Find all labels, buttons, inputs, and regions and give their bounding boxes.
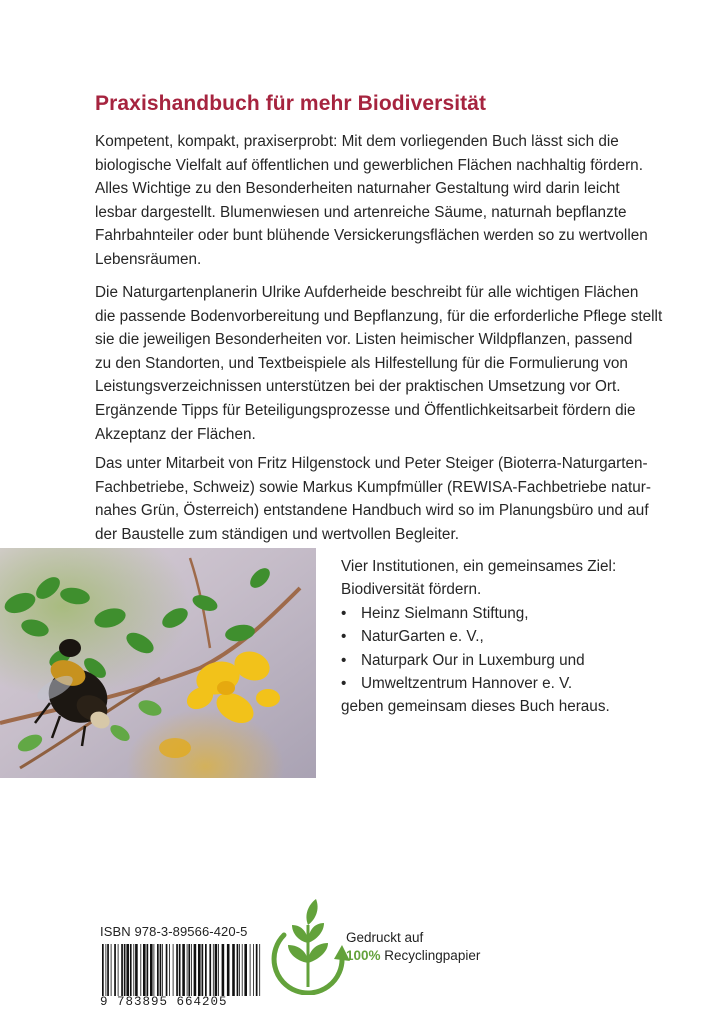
barcode-bar [102, 944, 104, 996]
barcode-bar [160, 944, 162, 996]
barcode-bar [187, 944, 188, 996]
barcode-bar [239, 944, 240, 996]
barcode-bar [191, 944, 192, 996]
paragraph-text: Die Naturgartenplanerin Ulrike Aufderheide beschreibt für alle wichtigen Flächen die passende Bodenvorbereitung und Bepflanzung, für die erforderliche Pflege stellt sie die jeweiligen Besonderheiten vor. Listen heimischer Wildpflanzen, passend zu den Standorten, und Textbeispiele als Hilfestellung für die Formulierung von Leistungsverzeichnissen unterstützen bei der praktischen Umsetzung vor Ort. Ergänzende Tipps für Beteiligungsprozesse und Öffentlichkeitsarbeit fördern die Akzeptanz der Flächen. [95, 284, 663, 443]
barcode-bar [232, 944, 235, 996]
bullet-icon: • [341, 628, 347, 646]
institutions-intro: Vier Institutionen, ein gemeinsames Ziel: [341, 558, 617, 575]
barcode-bar [213, 944, 214, 996]
bullet-icon: • [341, 651, 347, 669]
barcode-icon [100, 944, 262, 996]
institutions-block [341, 555, 701, 719]
barcode-bar [154, 944, 155, 996]
barcode-bar [237, 944, 239, 996]
barcode-bar [147, 944, 149, 996]
barcode-bar [114, 944, 116, 996]
barcode-bar [166, 944, 168, 996]
barcode-bar [188, 944, 190, 996]
barcode-bar [256, 944, 258, 996]
bullet-icon: • [341, 604, 347, 622]
barcode-bar [150, 944, 153, 996]
list-item: • NaturGarten e. V., [341, 625, 701, 648]
barcode-bar [227, 944, 230, 996]
paragraph-contributors [95, 452, 675, 546]
barcode-bar [118, 944, 119, 996]
institutions-list [341, 602, 701, 696]
bullet-icon: • [341, 675, 347, 693]
barcode-bar [244, 944, 247, 996]
institutions-intro: Biodiversität fördern. [341, 581, 482, 599]
barcode-bar [106, 944, 107, 996]
barcode-digits: 9 783895 664205 [100, 995, 228, 1009]
barcode-bar [130, 944, 132, 996]
barcode-bar [126, 944, 129, 996]
leaf-sprout-recycle-icon [264, 895, 352, 995]
barcode-bar [176, 944, 178, 996]
list-item: • Naturpark Our in Luxemburg und [341, 649, 701, 672]
barcode-bar [209, 944, 211, 996]
barcode-bar [143, 944, 146, 996]
barcode-bar [250, 944, 251, 996]
barcode-bar [107, 944, 109, 996]
barcode-bar [140, 944, 141, 996]
recycling-note: Gedruckt auf 100% Recyclingpapier [346, 930, 481, 963]
barcode-bar [215, 944, 218, 996]
bumblebee-on-flower-icon [0, 548, 316, 778]
barcode-bar [242, 944, 243, 996]
barcode-bar [198, 944, 201, 996]
barcode-bar [222, 944, 225, 996]
barcode-bar [202, 944, 204, 996]
paragraph-text: Kompetent, kompakt, praxiserprobt: Mit dem vorliegenden Buch lässt sich die biologische Vielfalt auf öffentlichen und gewerblichen Flächen nachhaltig fördern. Alles Wichtige zu den Besonderheiten naturnaher Gestaltung wird darin leicht lesbar dargestellt. Blumenwiesen und artenreiche Säume, naturnah bepflanzte Fahrbahnteiler oder bunt blühende Versickerungsflächen werden so zu wertvollen Lebensräumen. [95, 133, 648, 268]
bumblebee-photo [0, 548, 316, 778]
barcode-bar [121, 944, 123, 996]
barcode-bar [173, 944, 174, 996]
institutions-outro: geben gemeinsam dieses Buch heraus. [341, 698, 610, 716]
barcode-bar [179, 944, 181, 996]
barcode-bar [218, 944, 219, 996]
barcode-bar [205, 944, 207, 996]
barcode-bar [157, 944, 159, 996]
barcode-bar [194, 944, 197, 996]
list-item: • Heinz Sielmann Stiftung, [341, 602, 701, 625]
barcode-bar [169, 944, 170, 996]
barcode-bar [135, 944, 138, 996]
list-item: • Umweltzentrum Hannover e. V. [341, 672, 701, 695]
barcode-bar [111, 944, 112, 996]
paragraph-text: Das unter Mitarbeit von Fritz Hilgenstock und Peter Steiger (Bioterra-Naturgarten- Fachbetriebe, Schweiz) sowie Markus Kumpfmüller (REWISA-Fachbetriebe natur- nahes Grün, Österreich) entstandene Handbuch wird so im Planungsbüro und auf der Baustelle zum ständigen und wertvollen Begleiter. [95, 455, 651, 543]
page-title: Praxishandbuch für mehr Biodiversität [95, 92, 487, 115]
barcode-bar [253, 944, 254, 996]
barcode-bar [259, 944, 260, 996]
paragraph-author [95, 281, 675, 446]
barcode-bar [182, 944, 185, 996]
barcode-bar [162, 944, 163, 996]
barcode-bar [124, 944, 126, 996]
isbn-label: ISBN 978-3-89566-420-5 [100, 924, 248, 939]
paragraph-intro [95, 130, 675, 272]
barcode-bar [133, 944, 134, 996]
